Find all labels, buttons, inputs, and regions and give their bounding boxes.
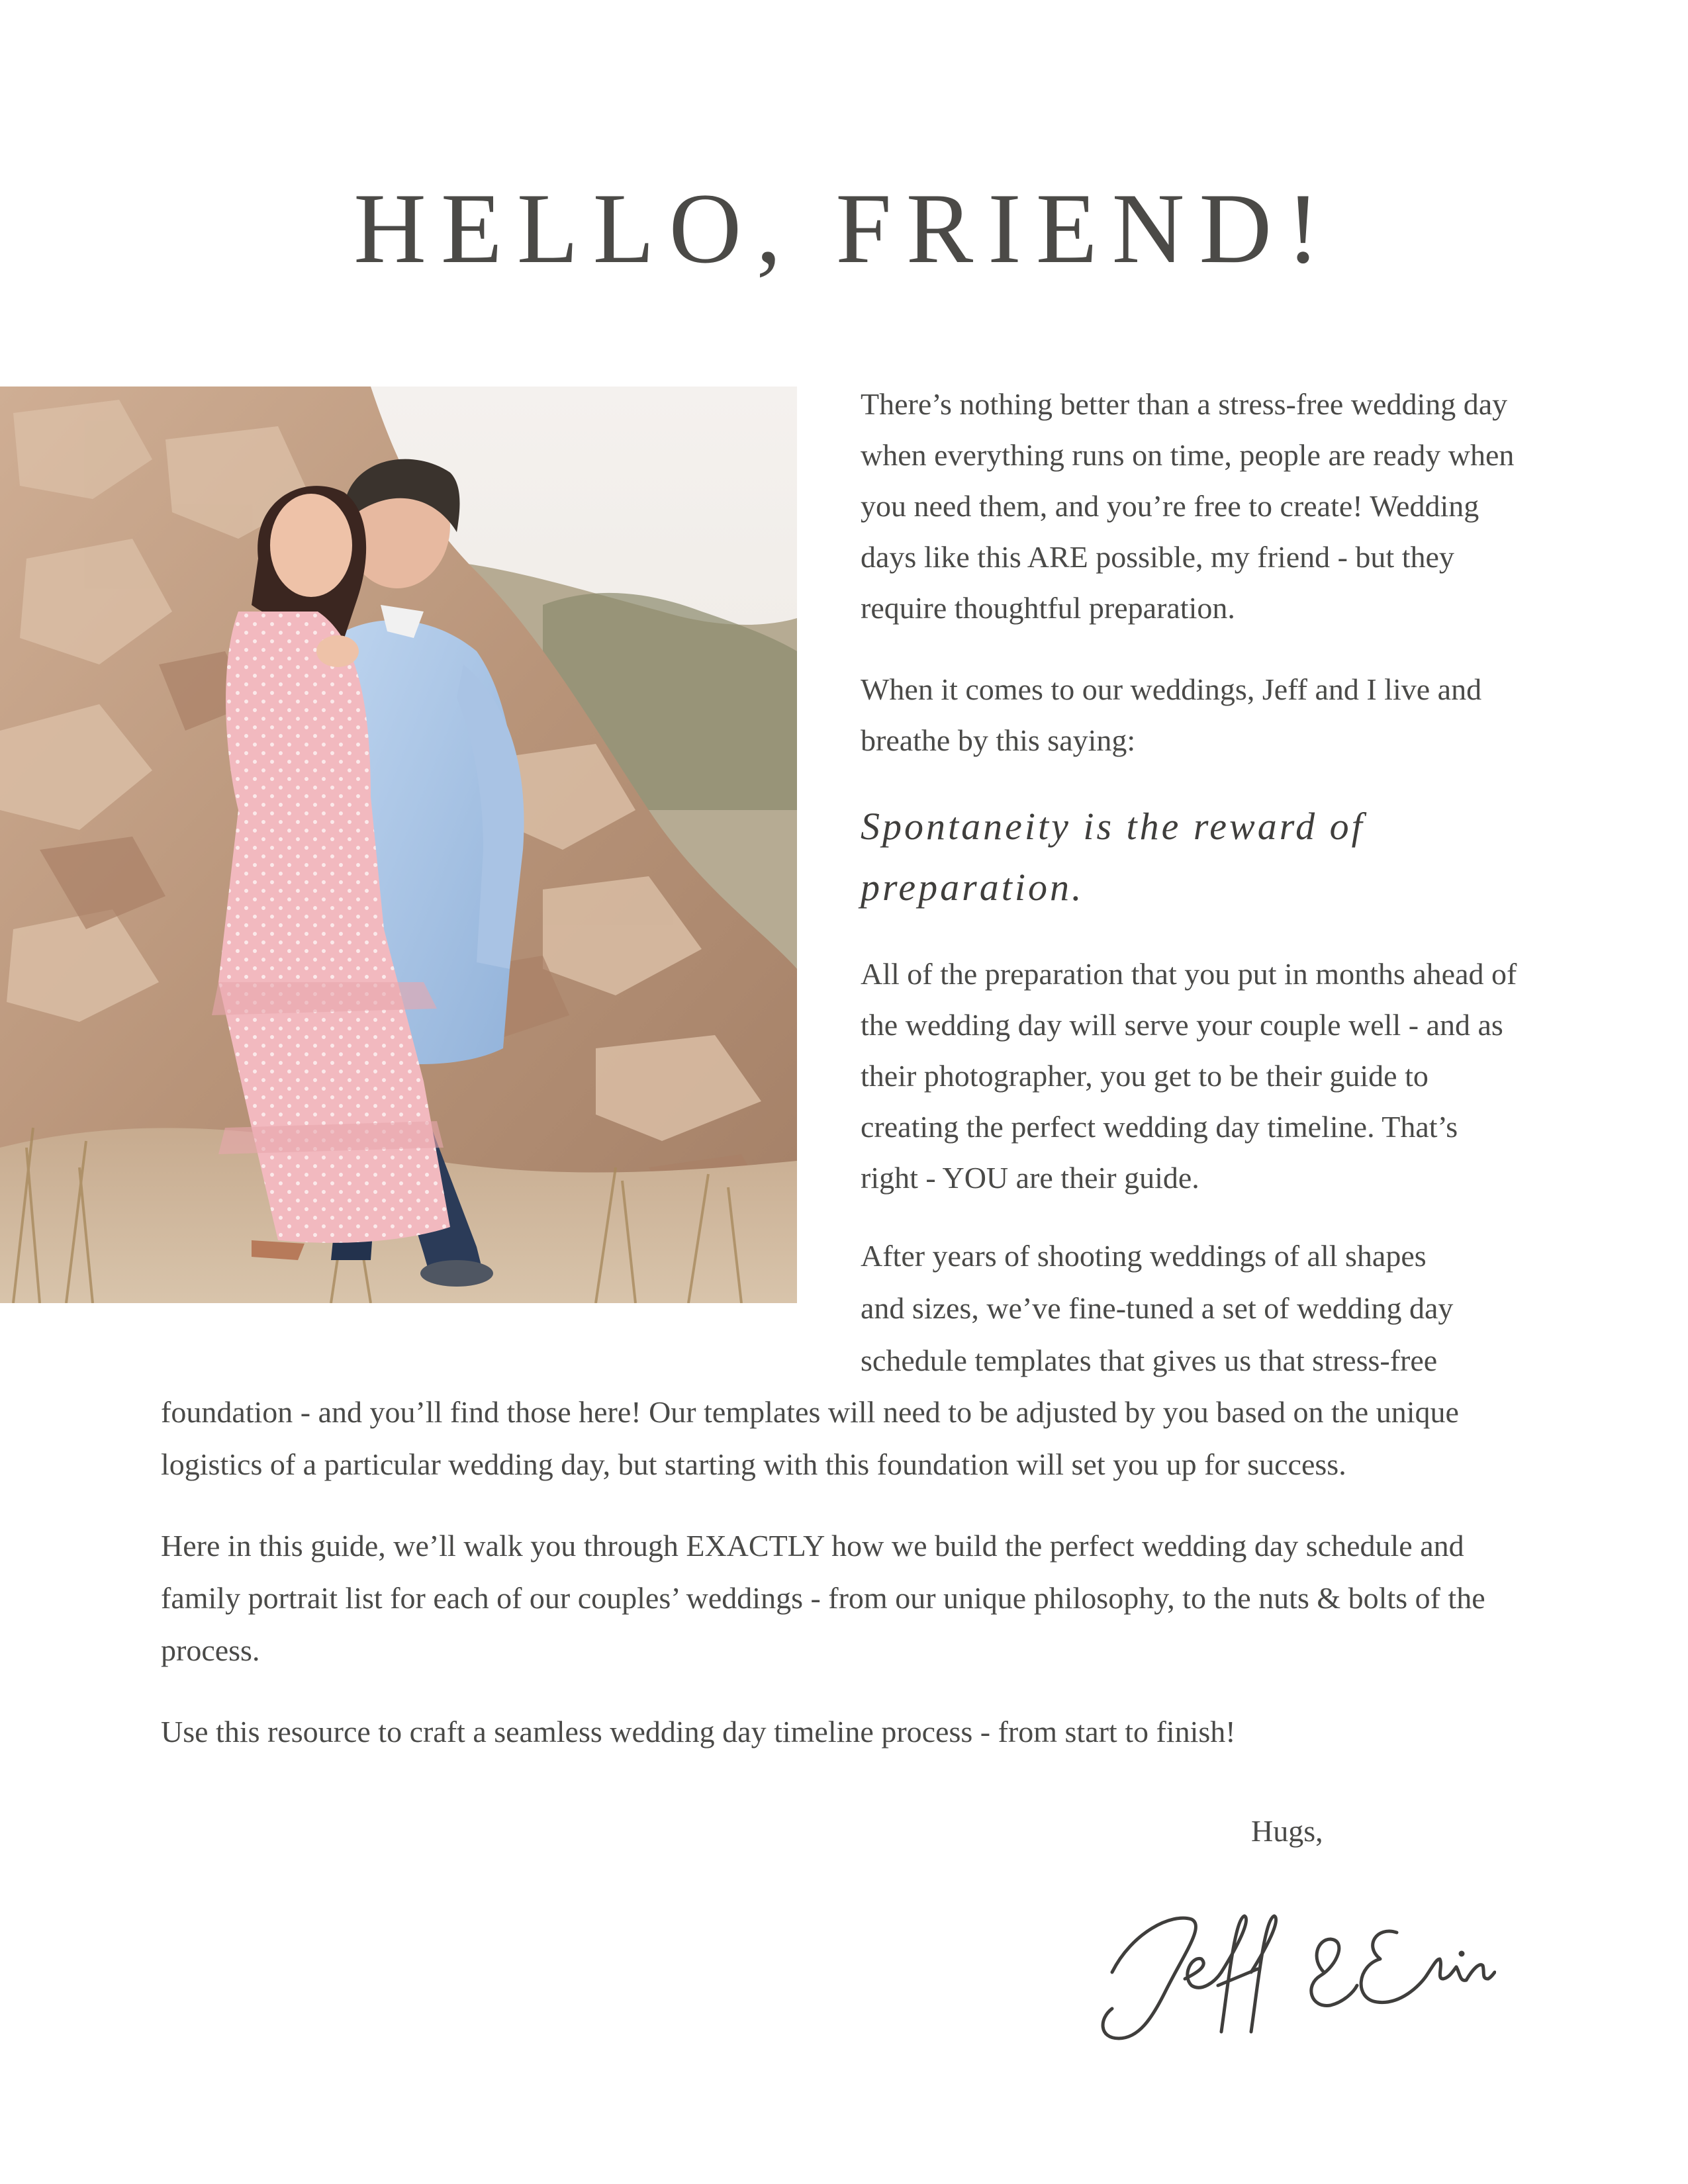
wrap-line-3: schedule templates that gives us that stress-free [861,1343,1438,1377]
intro-paragraph-2: When it comes to our weddings, Jeff and I live and breathe by this saying: [861,672,1482,757]
quote: Spontaneity is the reward of preparation. [861,805,1365,909]
column-paragraph: All of the preparation that you put in months ahead of the wedding day will serve your couple well - and as their photographer, you get to be their guide to creating the perfect wedding day timeline. That’s right - YOU are their guide. [861,957,1517,1195]
body-paragraph-2: Use this resource to craft a seamless wedding day timeline process - from start to finish! [161,1715,1236,1749]
page-title: HELLO, FRIEND! [353,173,1335,284]
wrap-line-1: After years of shooting weddings of all shapes [861,1239,1427,1273]
signature [1086,1893,1496,2052]
wrap-paragraph-rest: foundation - and you’ll find those here! Our templates will need to be adjusted by you based on the unique logistics of a particular wedding day, but starting with this foundation will set you up for success. [161,1395,1459,1481]
intro-paragraph-1: There’s nothing better than a stress-free wedding day when everything runs on time, people are ready when you need them, and you’re free to create! Wedding days like this ARE possible, my friend - but they require thoughtful preparation. [861,387,1515,625]
couple-photo [0,387,797,1303]
intro-column [861,379,1523,1234]
body-text [161,1386,1538,1787]
closing: Hugs, [1251,1814,1323,1848]
wrap-paragraph-lead [861,1230,1523,1387]
wrap-line-2: and sizes, we’ve fine-tuned a set of wedding day [861,1291,1454,1325]
body-paragraph-1: Here in this guide, we’ll walk you through EXACTLY how we build the perfect wedding day schedule and family portrait list for each of our couples’ weddings - from our unique philosophy, to the nuts & bolts of the process. [161,1529,1485,1667]
